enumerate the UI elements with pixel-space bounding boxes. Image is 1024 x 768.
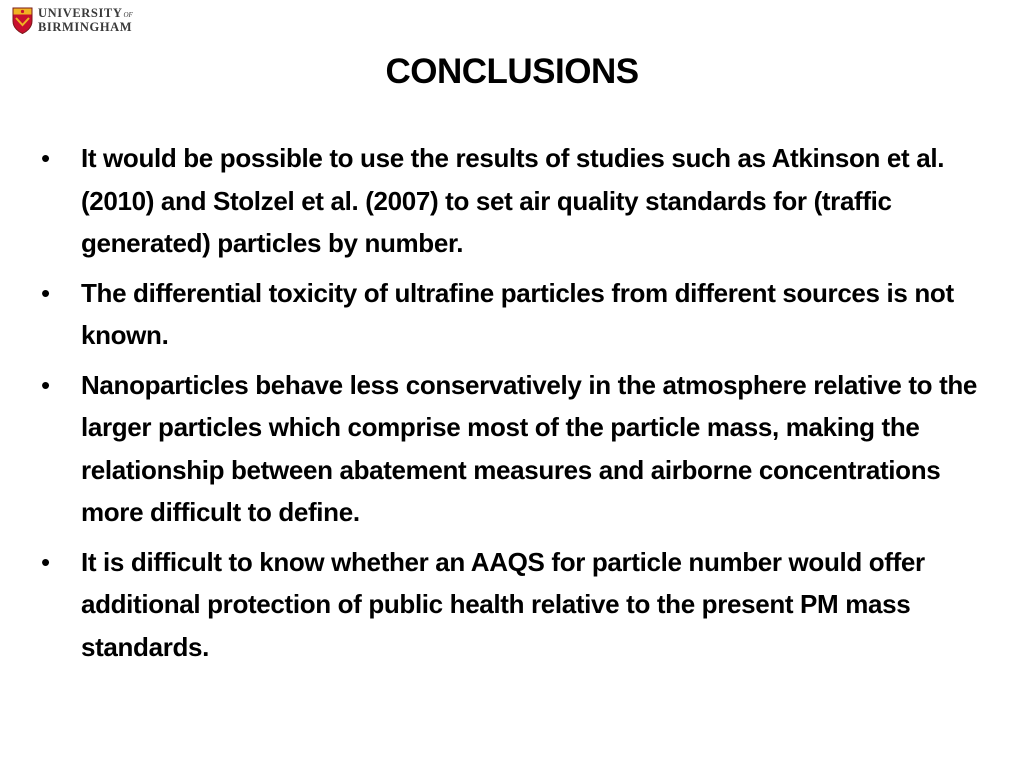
wordmark-university: UNIVERSITY — [38, 6, 123, 20]
university-logo — [12, 5, 133, 35]
bullet-list — [41, 137, 981, 675]
bullet-text: The differential toxicity of ultrafine particles from different sources is not known. — [81, 277, 954, 350]
bullet-text: It is difficult to know whether an AAQS for particle number would offer additional protection of public health relative to the present PM mass standards. — [81, 546, 925, 662]
slide-title: CONCLUSIONS — [385, 52, 639, 91]
university-wordmark — [38, 7, 133, 33]
wordmark-of: OF — [123, 11, 133, 19]
bullet-item — [41, 364, 981, 534]
bullet-marker: • — [41, 143, 50, 173]
bullet-item — [41, 541, 981, 669]
bullet-text: Nanoparticles behave less conservatively in the atmosphere relative to the larger particles which comprise most of the particle mass, making the relationship between abatement measures and airborne concentrations more difficult to define. — [81, 369, 978, 527]
wordmark-line-1 — [38, 7, 133, 21]
bullet-marker: • — [41, 277, 50, 308]
bullet-item — [41, 137, 981, 265]
bullet-item — [41, 272, 981, 357]
bullet-text: It would be possible to use the results of studies such as Atkinson et al. (2010) and Stolzel et al. (2007) to set air quality standards for (traffic generated) particles by number. — [81, 143, 945, 258]
wordmark-birmingham: BIRMINGHAM — [38, 20, 133, 34]
bullet-marker: • — [41, 369, 50, 400]
bullet-marker: • — [41, 546, 50, 577]
university-crest-icon — [12, 7, 33, 34]
